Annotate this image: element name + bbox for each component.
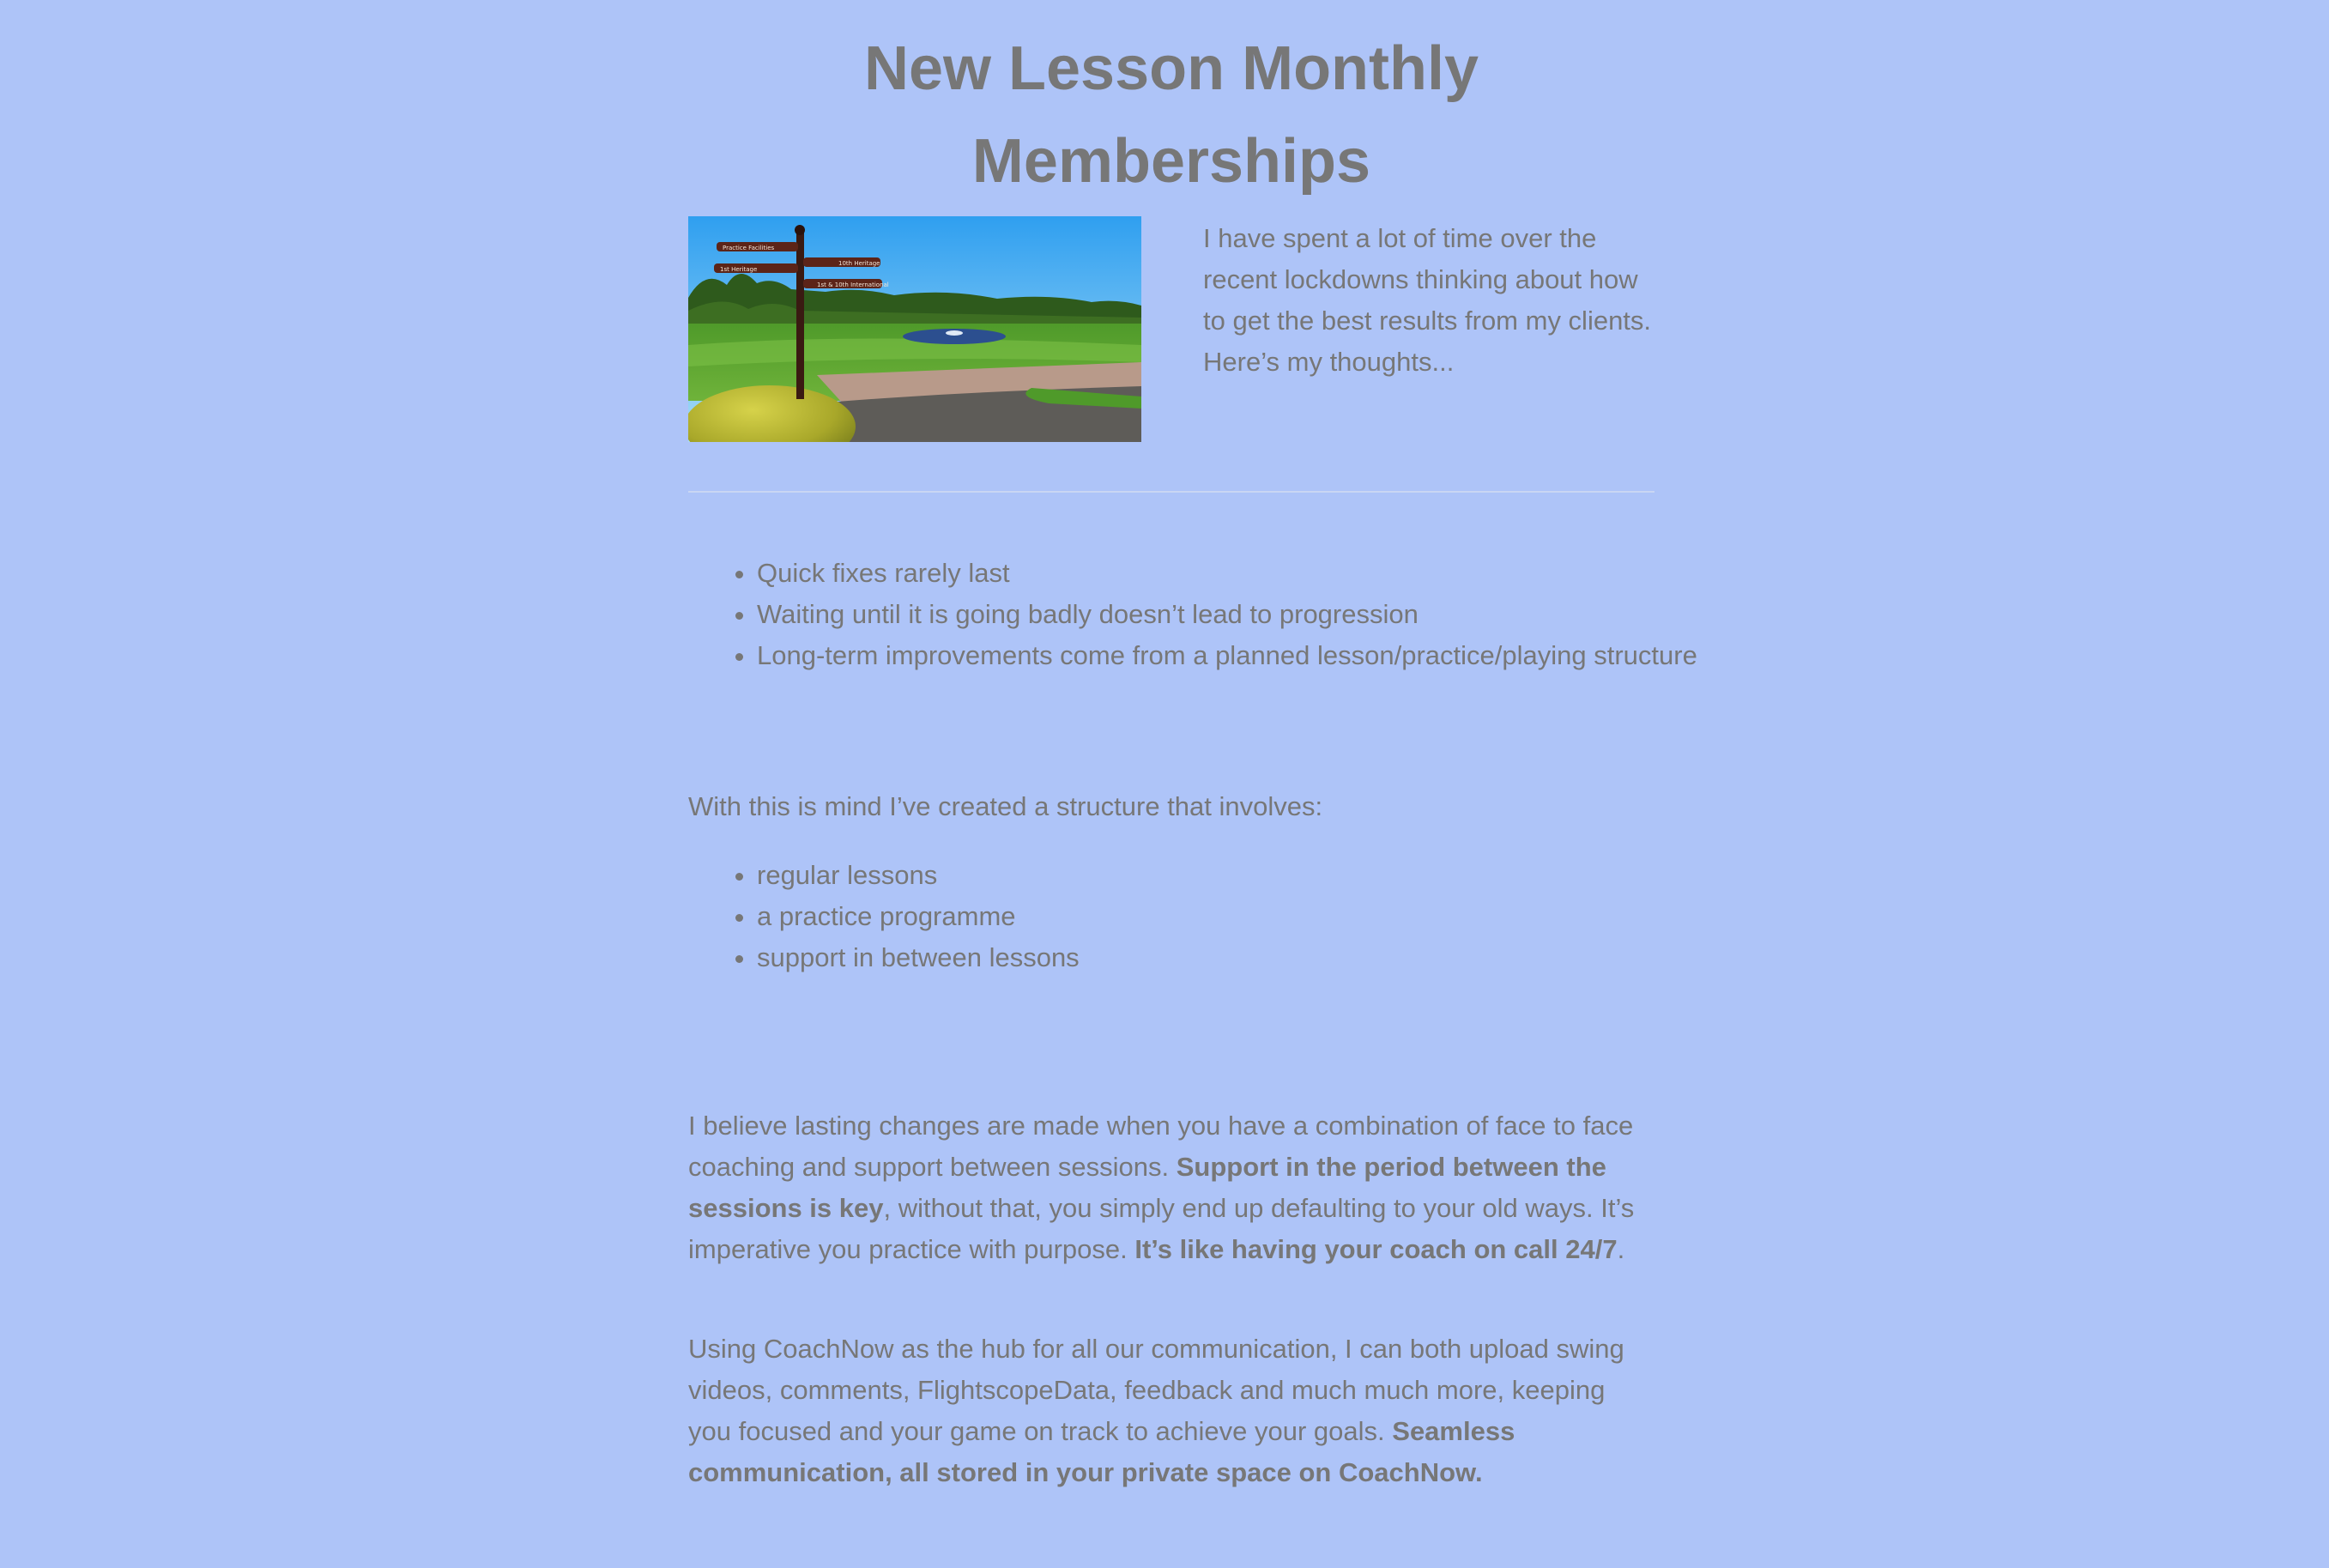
- page-title-line2: Memberships: [971, 127, 1371, 196]
- structure-intro: With this is mind I’ve created a structure that involves:: [688, 791, 1323, 821]
- divider: [688, 491, 1654, 493]
- intro-text: I have spent a lot of time over the recent lockdowns thinking about how to get the best results from my clients. Here’s my thoughts...: [1203, 223, 1652, 377]
- coachnow-text: Using CoachNow as the hub for all our communication, I can both upload swing videos, comments, FlightscopeData, feedback and much much more, keeping you focused and your game on track to achieve your goals.: [688, 1334, 1624, 1446]
- list-item: • Quick fixes rarely last: [757, 553, 1723, 594]
- list-item: • regular lessons: [757, 855, 1723, 896]
- believe-paragraph: [688, 1105, 1654, 1270]
- believe-text-3: .: [1617, 1234, 1625, 1264]
- list-item: • a practice programme: [757, 896, 1723, 937]
- coachnow-paragraph: [688, 1329, 1654, 1493]
- svg-text:1st & 10th International: 1st & 10th International: [817, 282, 889, 288]
- list-item: • Long-term improvements come from a planned lesson/practice/playing structure: [757, 635, 1723, 676]
- list-item: • support in between lessons: [757, 937, 1723, 978]
- svg-text:10th Heritage: 10th Heritage: [838, 260, 880, 267]
- thoughts-list: [688, 553, 1723, 676]
- page-body: [688, 0, 1697, 1568]
- believe-text-2: , without that, you simply end up defaulting to your old ways. It’s imperative you practice with purpose.: [688, 1193, 1635, 1264]
- believe-text-1: I believe lasting changes are made when you have a combination of face to face coaching and support between sessions.: [688, 1111, 1634, 1182]
- page-title-line1: New Lesson Monthly: [863, 34, 1479, 103]
- believe-bold-1: Support in the period between the sessions is key: [688, 1152, 1606, 1223]
- svg-text:1st Heritage: 1st Heritage: [720, 266, 758, 273]
- coachnow-bold: Seamless communication, all stored in your private space on CoachNow.: [688, 1416, 1515, 1487]
- believe-bold-2: It’s like having your coach on call 24/7: [1134, 1234, 1618, 1264]
- svg-text:Practice Facilities: Practice Facilities: [723, 245, 775, 251]
- structure-list: [688, 855, 1723, 978]
- list-item: • Waiting until it is going badly doesn’t lead to progression: [757, 594, 1723, 635]
